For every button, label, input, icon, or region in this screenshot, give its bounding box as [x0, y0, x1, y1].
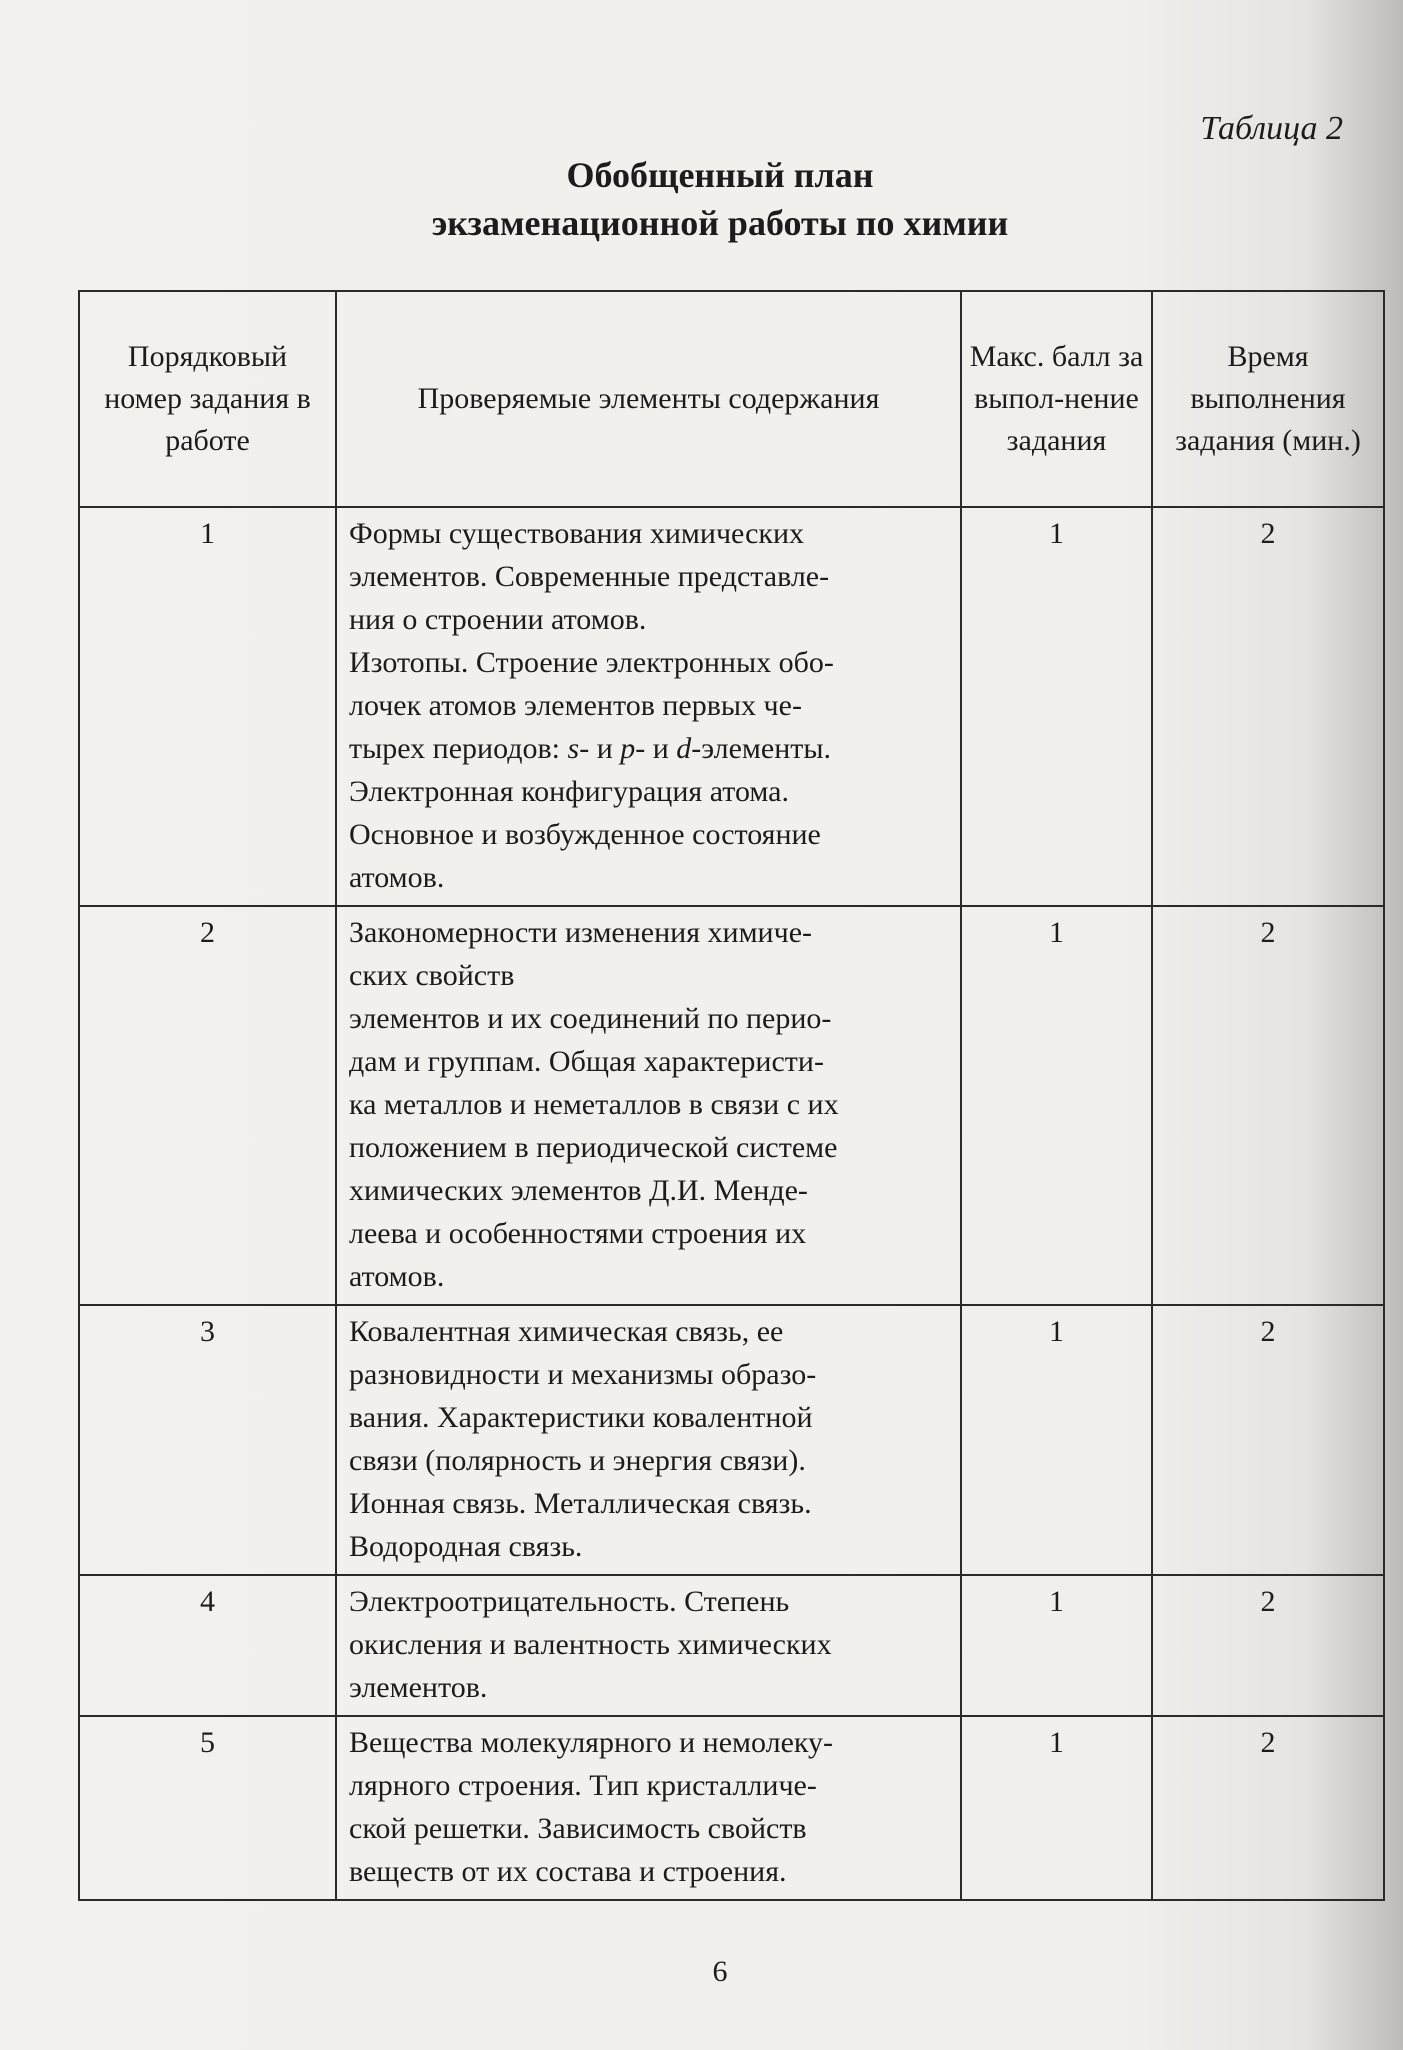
- task-number-cell: 3: [79, 1305, 336, 1575]
- content-line: ка металлов и неметаллов в связи с их: [349, 1088, 839, 1121]
- table-row: [79, 1716, 1384, 1900]
- content-line: Закономерности изменения химиче-: [349, 916, 813, 949]
- time-cell: 2: [1152, 1575, 1384, 1716]
- document-title-line-1: Обобщенный план: [566, 155, 874, 195]
- column-header-task-number: Порядковый номер задания в работе: [79, 291, 336, 507]
- column-header-max-points: Макс. балл за выпол-нение задания: [961, 291, 1152, 507]
- task-number-cell: 1: [79, 507, 336, 906]
- table-header-row: [79, 291, 1384, 507]
- table-body: [79, 507, 1384, 1900]
- column-header-content: Проверяемые элементы содержания: [336, 291, 961, 507]
- column-header-time: Время выполнения задания (мин.): [1152, 291, 1384, 507]
- max-points-cell: 1: [961, 1716, 1152, 1900]
- content-line: лочек атомов элементов первых че-: [349, 689, 802, 722]
- time-cell: 2: [1152, 507, 1384, 906]
- table-label: Таблица 2: [1200, 110, 1343, 147]
- max-points-cell: 1: [961, 906, 1152, 1305]
- content-line: Электронная конфигурация атома.: [349, 775, 789, 808]
- content-line: атомов.: [349, 1260, 445, 1293]
- content-cell: [336, 1716, 961, 1900]
- table-row: [79, 1305, 1384, 1575]
- content-line: Водородная связь.: [349, 1530, 583, 1563]
- content-line: дам и группам. Общая характеристи-: [349, 1045, 824, 1078]
- content-line: ских свойств: [349, 959, 515, 992]
- content-line: химических элементов Д.И. Менде-: [349, 1174, 808, 1207]
- content-line: элементов. Современные представле-: [349, 560, 830, 593]
- content-cell: [336, 1575, 961, 1716]
- content-line: атомов.: [349, 861, 445, 894]
- document-title-line-2: экзаменационной работы по химии: [431, 203, 1009, 243]
- task-number-cell: 5: [79, 1716, 336, 1900]
- content-line: положением в периодической системе: [349, 1131, 838, 1164]
- content-line: Основное и возбужденное состояние: [349, 818, 821, 851]
- table-row: [79, 1575, 1384, 1716]
- content-cell: [336, 507, 961, 906]
- max-points-cell: 1: [961, 1305, 1152, 1575]
- table-row: [79, 906, 1384, 1305]
- content-line: леева и особенностями строения их: [349, 1217, 807, 1250]
- max-points-cell: 1: [961, 507, 1152, 906]
- task-number-cell: 2: [79, 906, 336, 1305]
- content-cell: [336, 1305, 961, 1575]
- table-row: [79, 507, 1384, 906]
- max-points-cell: 1: [961, 1575, 1152, 1716]
- content-line: Электроотрицательность. Степень: [349, 1585, 790, 1618]
- content-line: веществ от их состава и строения.: [349, 1855, 787, 1888]
- content-line: элементов.: [349, 1671, 488, 1704]
- content-line: окисления и валентность химических: [349, 1628, 832, 1661]
- content-line: Изотопы. Строение электронных обо-: [349, 646, 834, 679]
- content-line: Ионная связь. Металлическая связь.: [349, 1487, 812, 1520]
- content-line: Ковалентная химическая связь, ее: [349, 1315, 784, 1348]
- content-line: лярного строения. Тип кристалличе-: [349, 1769, 817, 1802]
- content-line: ния о строении атомов.: [349, 603, 647, 636]
- time-cell: 2: [1152, 906, 1384, 1305]
- content-line: разновидности и механизмы образо-: [349, 1358, 817, 1391]
- content-line: Формы существования химических: [349, 517, 805, 550]
- content-line: тырех периодов: s- и p- и d-элементы.: [349, 732, 832, 765]
- content-line: элементов и их соединений по перио-: [349, 1002, 832, 1035]
- content-line: ской решетки. Зависимость свойств: [349, 1812, 807, 1845]
- exam-plan-table: [78, 290, 1385, 1901]
- time-cell: 2: [1152, 1716, 1384, 1900]
- content-line: связи (полярность и энергия связи).: [349, 1444, 806, 1477]
- content-cell: [336, 906, 961, 1305]
- page-number: 6: [712, 1955, 728, 1988]
- task-number-cell: 4: [79, 1575, 336, 1716]
- time-cell: 2: [1152, 1305, 1384, 1575]
- content-line: вания. Характеристики ковалентной: [349, 1401, 813, 1434]
- content-line: Вещества молекулярного и немолеку-: [349, 1726, 834, 1759]
